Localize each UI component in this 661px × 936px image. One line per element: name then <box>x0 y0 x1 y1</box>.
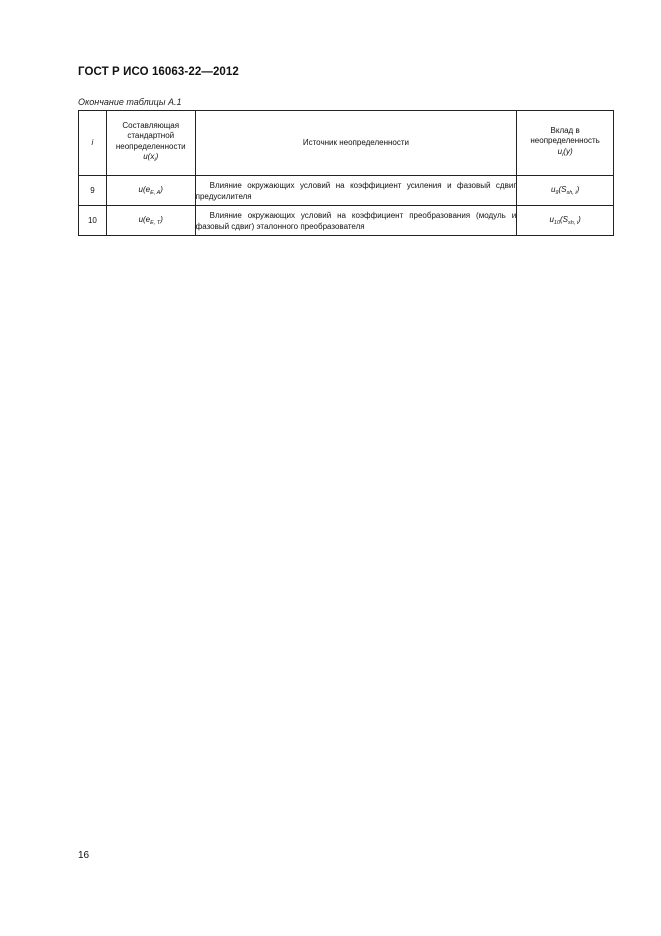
row-source: Влияние окружающих условий на коэффициент преобразования (модуль и фазовый сдвиг) эталонного преобразователя <box>195 206 517 236</box>
symbol-subscript: i <box>154 157 156 163</box>
row-contribution <box>517 176 614 206</box>
symbol-text: u <box>549 215 554 224</box>
symbol-text: (y) <box>563 146 573 156</box>
header-contribution-line: Вклад в <box>550 125 580 135</box>
row-component <box>106 206 195 236</box>
symbol-subscript: E, A <box>150 190 161 196</box>
symbol-text: u <box>557 146 563 156</box>
symbol-text: ) <box>160 185 163 194</box>
symbol-text: ) <box>578 215 581 224</box>
symbol-text: u(e <box>138 215 151 224</box>
header-contribution <box>517 111 614 176</box>
symbol-text: u(x <box>143 152 155 161</box>
symbol-text: ) <box>155 152 159 161</box>
symbol-subscript: i <box>562 151 564 158</box>
header-source: Источник неопределенности <box>195 111 517 176</box>
header-component-line: неопределенности <box>115 141 186 151</box>
table-row <box>79 176 614 206</box>
header-contribution-line: неопределенность <box>530 136 600 146</box>
table-header-row <box>79 111 614 176</box>
header-component-symbol <box>107 152 195 166</box>
symbol-text: ) <box>160 215 163 224</box>
document-header: ГОСТ Р ИСО 16063-22—2012 <box>78 66 239 78</box>
row-source: Влияние окружающих условий на коэффициент усиления и фазовый сдвиг предусилителя <box>195 176 517 206</box>
header-contribution-symbol <box>517 147 613 161</box>
header-component-line: Составляющая <box>122 120 180 130</box>
header-component <box>106 111 195 176</box>
symbol-text: (S <box>558 185 567 194</box>
row-index: 9 <box>79 176 107 206</box>
header-index: i <box>79 111 107 176</box>
symbol-text: u <box>550 185 556 194</box>
header-component-line: стандартной <box>127 131 175 140</box>
table-row <box>79 206 614 236</box>
symbol-text: (S <box>560 215 569 224</box>
symbol-subscript: 9 <box>555 190 559 196</box>
symbol-text: u(e <box>138 185 151 194</box>
row-index: 10 <box>79 206 107 236</box>
symbol-subscript: 10 <box>553 220 561 226</box>
symbol-subscript: E, T <box>150 220 161 226</box>
symbol-subscript: sh, i <box>568 220 579 226</box>
page-number: 16 <box>78 850 90 861</box>
symbol-subscript: sh, i <box>566 190 577 196</box>
table-caption: Окончание таблицы А.1 <box>78 97 182 107</box>
symbol-text: ) <box>576 185 580 194</box>
row-contribution <box>517 206 614 236</box>
uncertainty-table <box>78 110 614 236</box>
row-component <box>106 176 195 206</box>
